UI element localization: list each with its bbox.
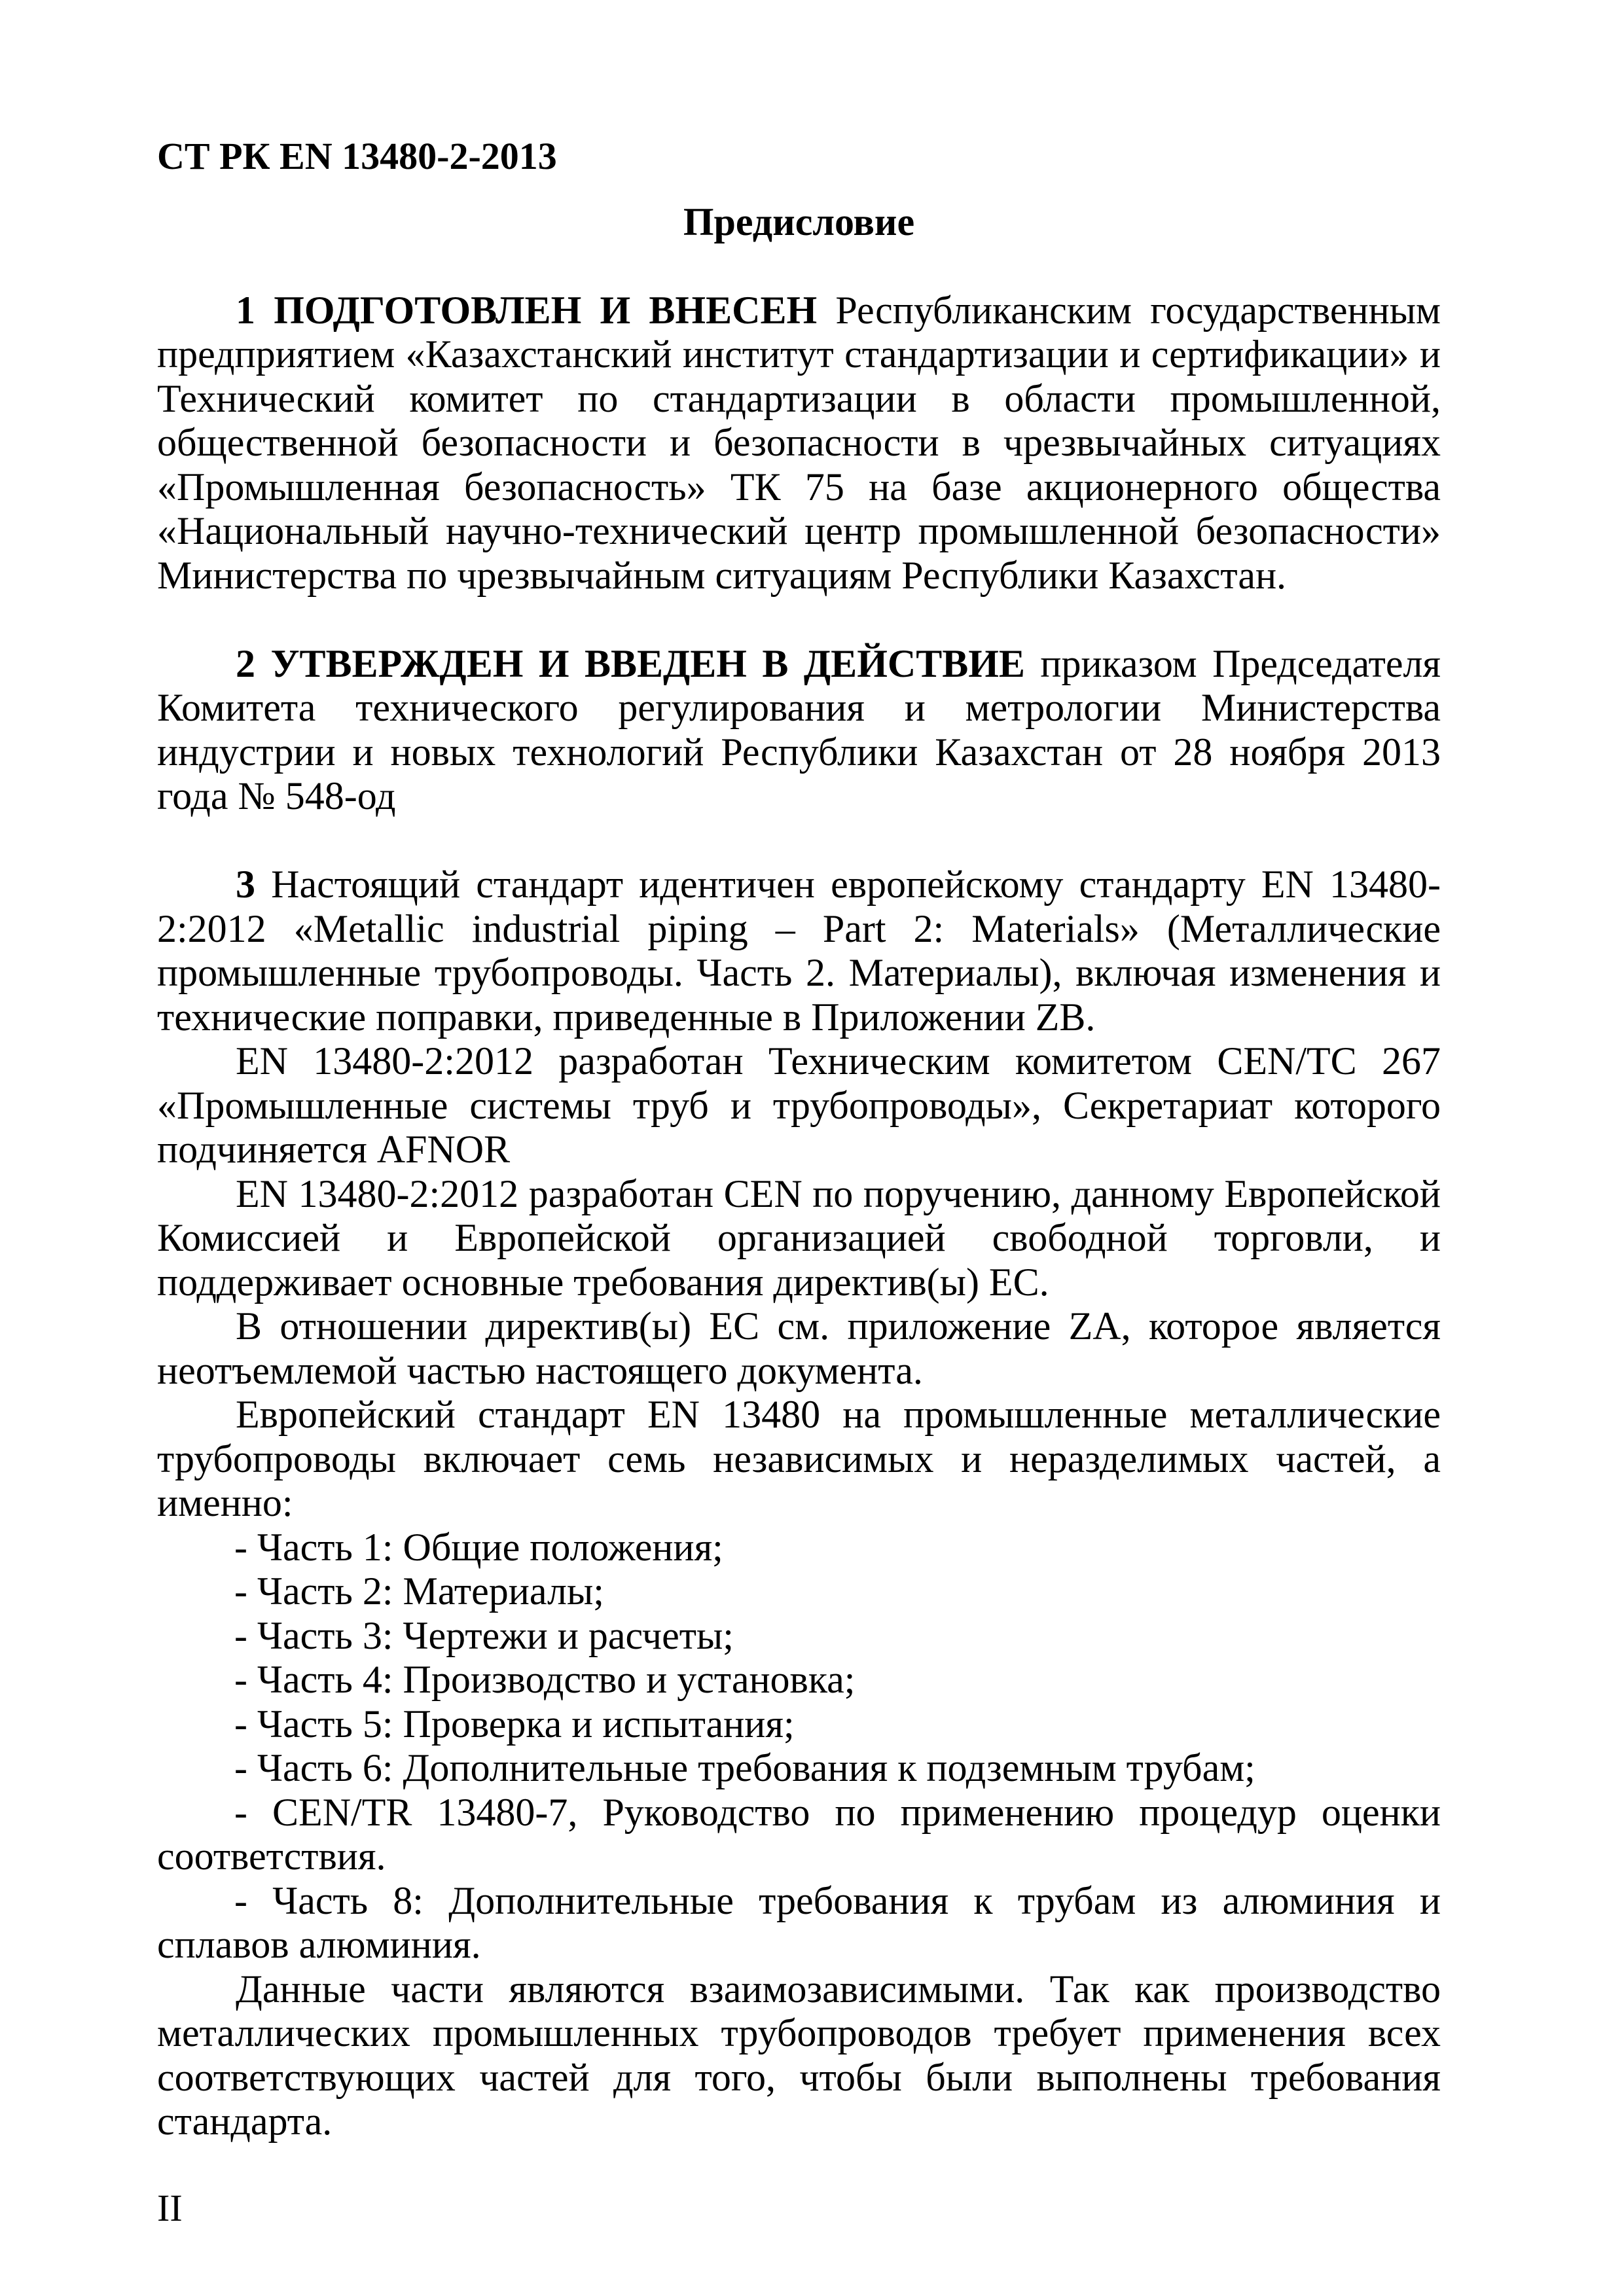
- section-1-text: Республиканским государственным предприятием «Казахстанский институт стандартизации и сертификации» и Технический комитет по стандартизации в области промышленной, общественной безопасности и безопасности в чрезвычайных ситуациях «Промышленная безопасность» ТК 75 на базе акционерного общества «Национальный научно-технический центр промышленной безопасности» Министерства по чрезвычайным ситуациям Республики Казахстан.: [157, 288, 1441, 597]
- section-3-directives-paragraph: В отношении директив(ы) ЕС см. приложение ZA, которое является неотъемлемой частью настоящего документа.: [157, 1304, 1441, 1392]
- list-item: - CEN/TR 13480-7, Руководство по применению процедур оценки соответствия.: [157, 1790, 1441, 1878]
- document-code: СТ РК EN 13480-2-2013: [157, 135, 557, 177]
- list-item: - Часть 1: Общие положения;: [234, 1525, 723, 1569]
- section-3-closing-paragraph: Данные части являются взаимозависимыми. Так как производство металлических промышленных трубопроводов требует применения всех соответствующих частей для того, чтобы были выполнены требования стандарта.: [157, 1967, 1441, 2143]
- preface-heading: Предисловие: [683, 200, 915, 243]
- list-item: - Часть 5: Проверка и испытания;: [234, 1702, 795, 1746]
- list-item: - Часть 4: Производство и установка;: [234, 1658, 856, 1701]
- section-1-lead: 1 ПОДГОТОВЛЕН И ВНЕСЕН: [236, 288, 818, 332]
- section-3-lead: 3: [236, 863, 255, 906]
- list-item: - Часть 6: Дополнительные требования к подземным трубам;: [234, 1746, 1255, 1789]
- list-item: - Часть 8: Дополнительные требования к трубам из алюминия и сплавов алюминия.: [157, 1878, 1441, 1966]
- section-2-text: приказом Председателя Комитета технического регулирования и метрологии Министерства индустрии и новых технологий Республики Казахстан от 28 ноября 2013 года № 548-од: [157, 641, 1441, 817]
- section-3-committee-paragraph: EN 13480-2:2012 разработан Техническим комитетом CEN/TC 267 «Промышленные системы труб и трубопроводы», Секретариат которого подчиняется AFNOR: [157, 1039, 1441, 1171]
- list-item: - Часть 2: Материалы;: [234, 1570, 604, 1613]
- parts-list: [157, 1526, 1441, 1967]
- section-3-mandate-paragraph: EN 13480-2:2012 разработан CEN по поручению, данному Европейской Комиссией и Европейской организацией свободной торговли, и поддерживает основные требования директив(ы) ЕС.: [157, 1172, 1441, 1304]
- section-3-parts-intro-paragraph: Европейский стандарт EN 13480 на промышленные металлические трубопроводы включает семь независимых и неразделимых частей, а именно:: [157, 1393, 1441, 1524]
- section-2-paragraph: [157, 642, 1441, 819]
- section-1-paragraph: [157, 289, 1441, 598]
- page-number: II: [157, 2187, 183, 2229]
- page-content: [157, 134, 1441, 2144]
- section-2-lead: 2 УТВЕРЖДЕН И ВВЕДЕН В ДЕЙСТВИЕ: [236, 641, 1025, 685]
- list-item: - Часть 3: Чертежи и расчеты;: [234, 1613, 734, 1657]
- section-3-text: Настоящий стандарт идентичен европейскому стандарту EN 13480-2:2012 «Metallic industrial piping – Part 2: Materials» (Металлические промышленные трубопроводы. Часть 2. Материалы), включая изменения и технические поправки, приведенные в Приложении ZB.: [157, 863, 1441, 1039]
- section-3-paragraph: [157, 863, 1441, 1039]
